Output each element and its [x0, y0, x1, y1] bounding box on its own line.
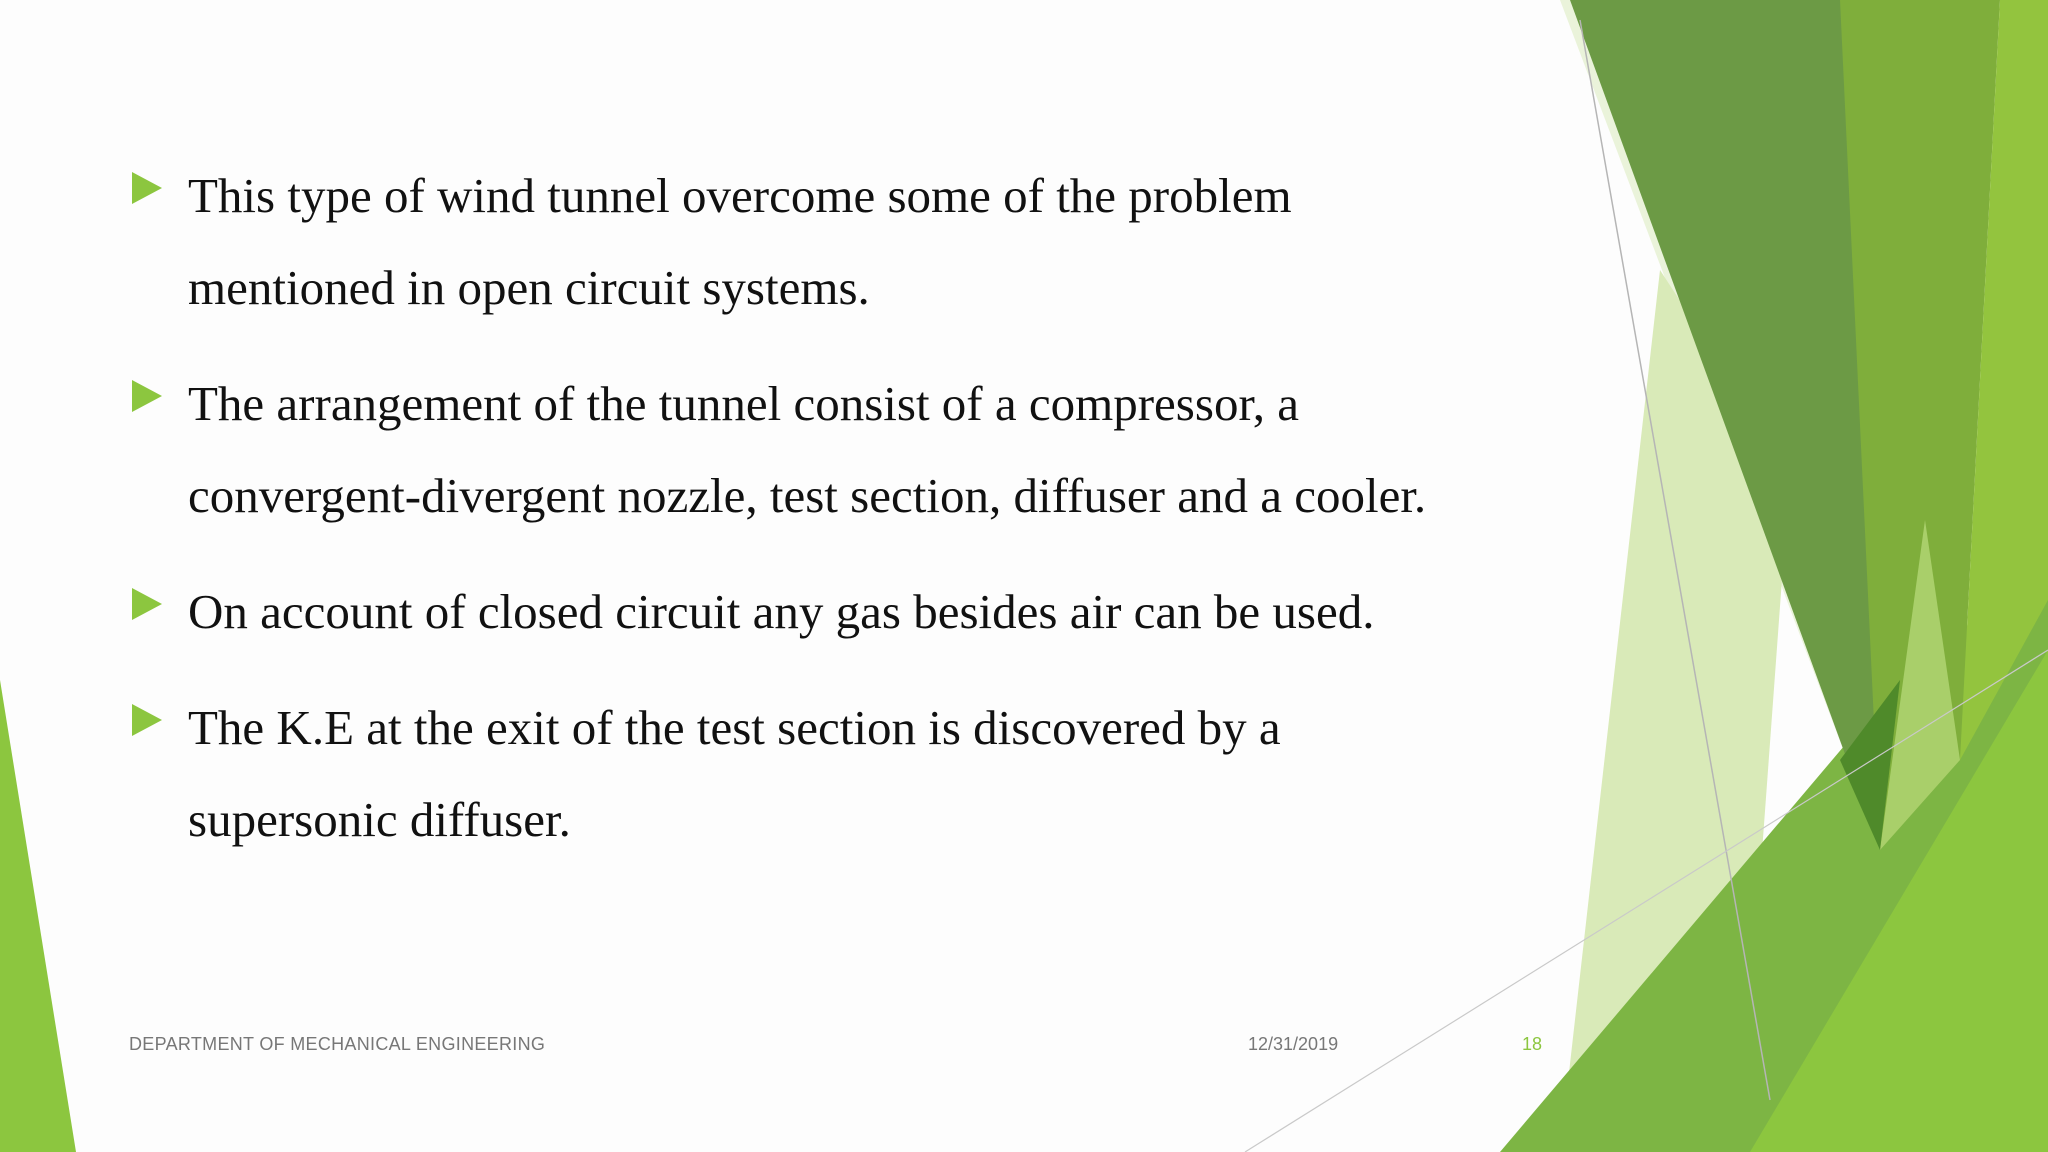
bullet-text: The arrangement of the tunnel consist of a compressor, a convergent-divergent nozzle, test section, diffuser and a cooler. [188, 376, 1427, 523]
left-green-sliver-shape [0, 680, 76, 1152]
bullet-list [130, 150, 1530, 890]
footer-date: 12/31/2019 [1248, 1034, 1339, 1054]
bullet-item [130, 566, 1530, 658]
bullet-item [130, 150, 1530, 334]
triangle-bullet-icon [132, 380, 162, 412]
footer-department: DEPARTMENT OF MECHANICAL ENGINEERING [129, 1034, 546, 1054]
slide-number: 18 [1522, 1034, 1543, 1054]
triangle-bullet-icon [132, 172, 162, 204]
bullet-text: This type of wind tunnel overcome some of the problem mentioned in open circuit systems. [188, 168, 1292, 315]
triangle-bullet-icon [132, 588, 162, 620]
bullet-item [130, 358, 1530, 542]
triangle-bullet-icon [132, 704, 162, 736]
bullet-text: On account of closed circuit any gas besides air can be used. [188, 584, 1375, 639]
bullet-text: The K.E at the exit of the test section is discovered by a supersonic diffuser. [188, 700, 1281, 847]
bullet-item [130, 682, 1530, 866]
